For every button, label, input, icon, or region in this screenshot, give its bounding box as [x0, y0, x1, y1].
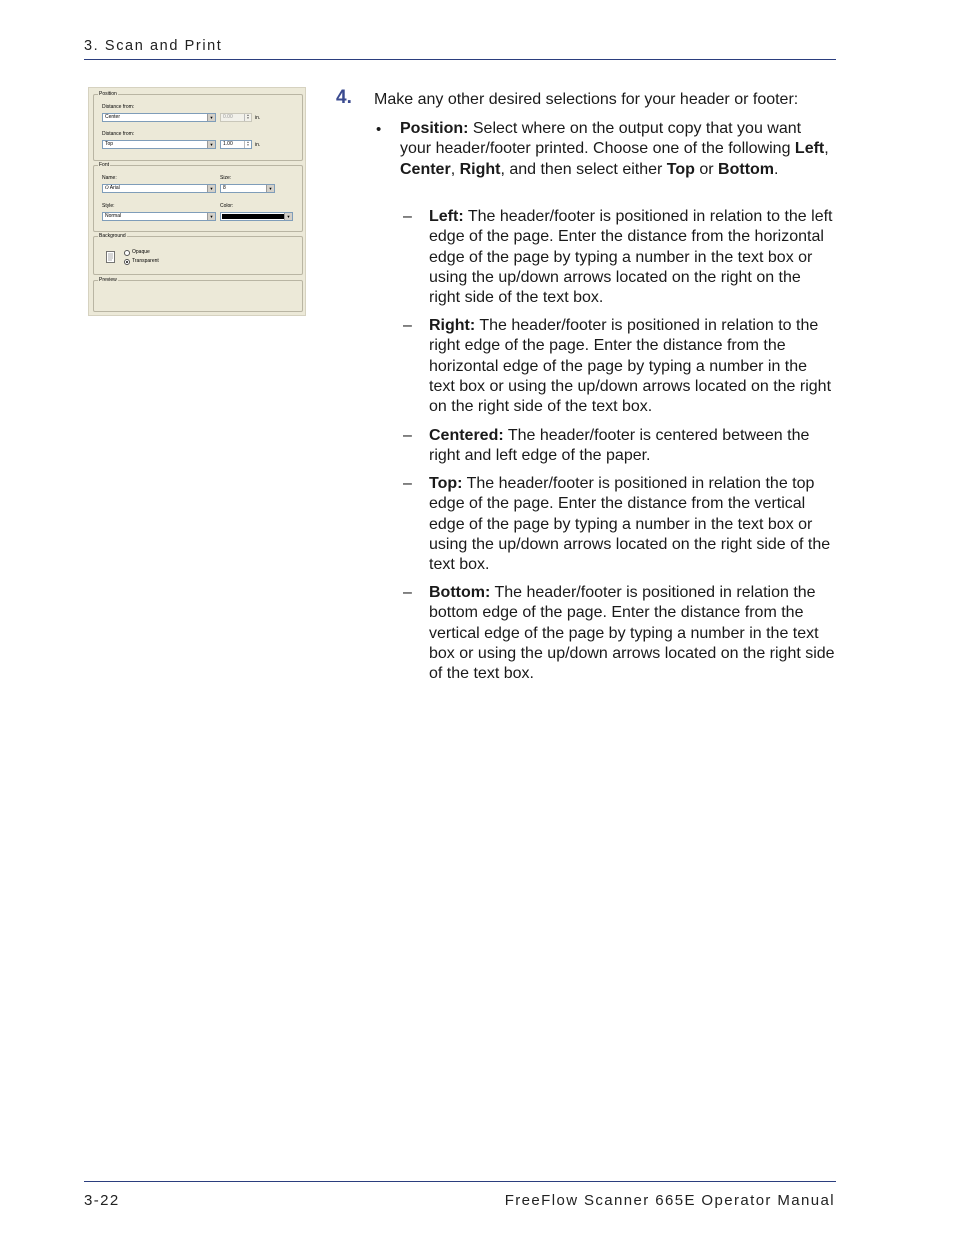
page-number: 3-22	[84, 1192, 120, 1209]
spinner-arrows-icon[interactable]: ▲ ▼	[244, 141, 251, 148]
chevron-down-icon[interactable]: ▼	[284, 213, 292, 220]
chevron-down-icon[interactable]: ▼	[207, 114, 215, 121]
unit-label-2: in.	[255, 142, 261, 148]
subitem-bottom: Bottom: The header/footer is positioned in relation the bottom edge of the page. Enter the distance from the vertical edge of the page by typing a number in the text box or using the up/down arrows located on the right side of the text box.	[429, 584, 835, 683]
transparent-label: Transparent	[132, 258, 159, 264]
background-group-title: Background	[99, 233, 126, 239]
chevron-down-icon[interactable]: ▼	[266, 185, 274, 192]
font-group-title: Font	[99, 162, 110, 168]
distance-combo-2[interactable]: Top ▼	[102, 140, 216, 149]
opaque-radio[interactable]	[124, 250, 130, 256]
running-header: 3. Scan and Print	[84, 38, 223, 54]
spinner-arrows-icon[interactable]: ▲ ▼	[244, 114, 251, 121]
step-instruction: Make any other desired selections for your header or footer:	[374, 91, 799, 108]
dash-marker: –	[403, 427, 412, 444]
position-group	[93, 91, 303, 161]
transparent-radio[interactable]	[124, 259, 130, 265]
manual-title: FreeFlow Scanner 665E Operator Manual	[504, 1192, 835, 1209]
distance-spin-1[interactable]: 0.00 ▲ ▼	[220, 113, 252, 122]
position-group-title: Position	[99, 91, 117, 97]
chevron-down-icon[interactable]: ▼	[207, 185, 215, 192]
unit-label-1: in.	[255, 115, 261, 121]
font-size-label: Size:	[220, 175, 232, 181]
preview-group-title: Preview	[99, 277, 117, 283]
dash-marker: –	[403, 208, 412, 225]
font-group	[93, 162, 303, 232]
step-number: 4.	[336, 87, 352, 108]
dash-marker: –	[403, 317, 412, 334]
dash-marker: –	[403, 475, 412, 492]
font-style-combo[interactable]: Normal ▼	[102, 212, 216, 221]
distance-label-1: Distance from:	[102, 104, 135, 110]
bullet-term: Position:	[400, 120, 469, 137]
chevron-down-icon[interactable]: ▼	[207, 141, 215, 148]
font-color-label: Color:	[220, 203, 234, 209]
bullet-marker: •	[376, 121, 382, 138]
subitem-centered: Centered: The header/footer is centered between the right and left edge of the paper.	[429, 427, 810, 465]
footer-rule	[84, 1181, 836, 1182]
distance-combo-1[interactable]: Center ▼	[102, 113, 216, 122]
header-footer-dialog-screenshot	[88, 87, 306, 316]
font-name-combo[interactable]: O Arial ▼	[102, 184, 216, 193]
font-size-combo[interactable]: 8 ▼	[220, 184, 275, 193]
color-swatch	[222, 214, 284, 219]
font-color-picker[interactable]	[220, 212, 293, 221]
subitem-top: Top: The header/footer is positioned in relation the top edge of the page. Enter the distance from the vertical edge of the page by typing a number in the text box or using the up/down arrows located on the right side of the text box.	[429, 475, 831, 574]
font-type-icon: O	[105, 186, 109, 191]
subitem-right: Right: The header/footer is positioned in relation to the right edge of the page. Enter the distance from the horizontal edge of the page by typing a number in the text box or using the up/down arrows located on the right on the right side of the text box.	[429, 317, 832, 416]
distance-label-2: Distance from:	[102, 131, 135, 137]
position-bullet: Position: Select where on the output copy that you want your header/footer printed. Choose one of the following Left, Center, Right, and then select either Top or Bottom.	[400, 120, 829, 178]
subitem-left: Left: The header/footer is positioned in relation to the left edge of the page. Enter the distance from the horizontal edge of the page by typing a number in the text box or using the up/down arrows located on the right on the right side of the text box.	[429, 208, 833, 307]
preview-group	[93, 277, 303, 312]
distance-spin-2[interactable]: 1.00 ▲ ▼	[220, 140, 252, 149]
header-rule	[84, 59, 836, 60]
font-name-label: Name:	[102, 175, 117, 181]
chevron-down-icon[interactable]: ▼	[207, 213, 215, 220]
background-group	[93, 233, 303, 275]
font-style-label: Style:	[102, 203, 115, 209]
dash-marker: –	[403, 584, 412, 601]
opaque-label: Opaque	[132, 249, 150, 255]
document-background-icon	[106, 251, 116, 263]
